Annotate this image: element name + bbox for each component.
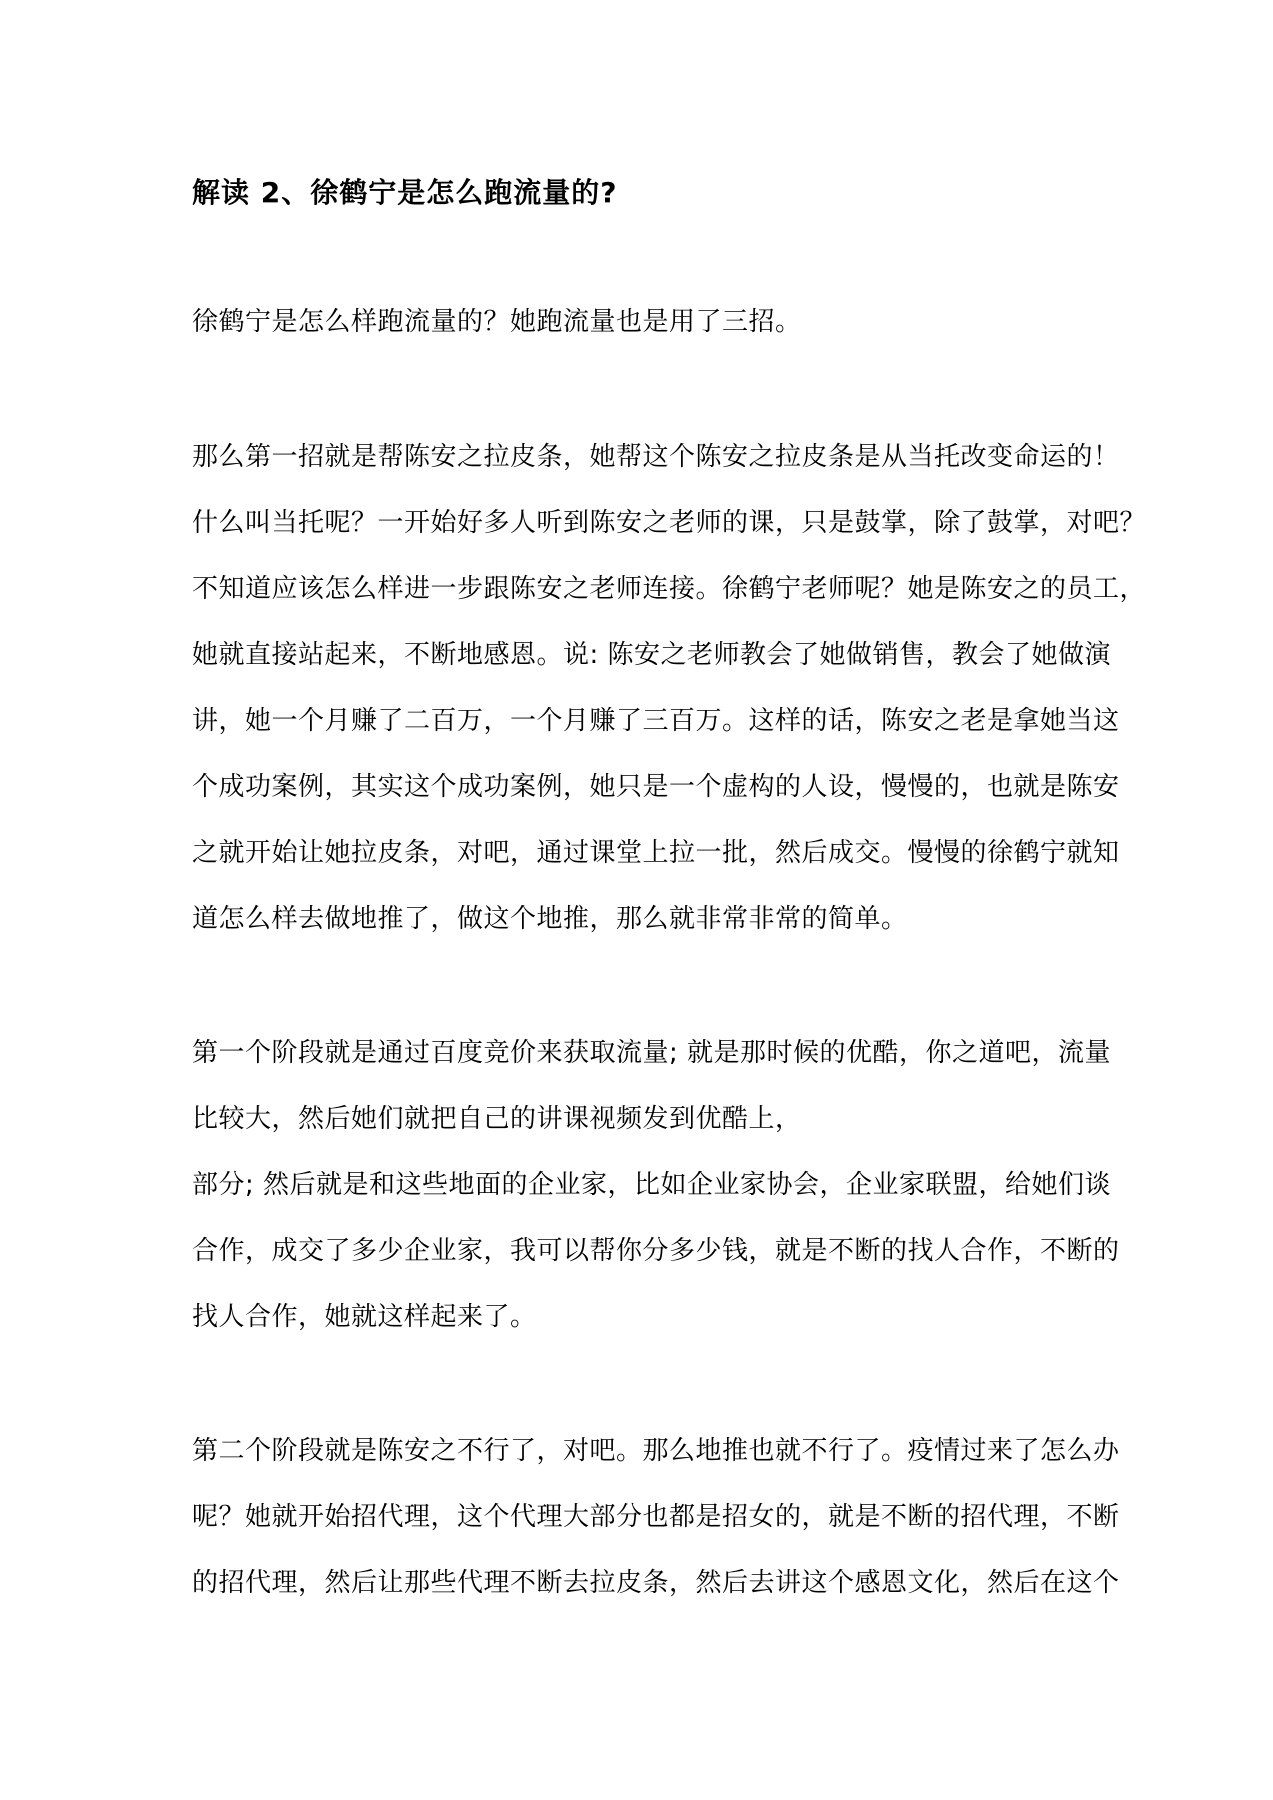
- paragraph-3-line-1: 第一个阶段就是通过百度竞价来获取流量; 就是那时候的优酷，你之道吧，流量: [192, 1038, 1112, 1068]
- paragraph-1-line-1: 徐鹤宁是怎么样跑流量的？她跑流量也是用了三招。: [192, 307, 802, 337]
- paragraph-2-line-8: 道怎么样去做地推了，做这个地推，那么就非常非常的简单。: [192, 904, 908, 934]
- paragraph-2-line-7: 之就开始让她拉皮条，对吧，通过课堂上拉一批，然后成交。慢慢的徐鹤宁就知: [192, 838, 1120, 868]
- paragraph-2-line-2: 什么叫当托呢？一开始好多人听到陈安之老师的课，只是鼓掌，除了鼓掌，对吧？: [192, 508, 1147, 538]
- paragraph-2-line-3: 不知道应该怎么样进一步跟陈安之老师连接。徐鹤宁老师呢？她是陈安之的员工，: [192, 574, 1147, 604]
- paragraph-4-line-1: 第二个阶段就是陈安之不行了，对吧。那么地推也就不行了。疫情过来了怎么办: [192, 1436, 1120, 1466]
- paragraph-2-line-4: 她就直接站起来，不断地感恩。说: 陈安之老师教会了她做销售，教会了她做演: [192, 640, 1112, 670]
- paragraph-3-line-3: 部分; 然后就是和这些地面的企业家，比如企业家协会，企业家联盟，给她们谈: [192, 1170, 1112, 1200]
- paragraph-4-line-2: 呢？她就开始招代理，这个代理大部分也都是招女的，就是不断的招代理，不断: [192, 1502, 1120, 1532]
- paragraph-2-line-6: 个成功案例，其实这个成功案例，她只是一个虚构的人设，慢慢的，也就是陈安: [192, 772, 1120, 802]
- paragraph-4-line-3: 的招代理，然后让那些代理不断去拉皮条，然后去讲这个感恩文化，然后在这个: [192, 1568, 1120, 1598]
- paragraph-3-line-5: 找人合作，她就这样起来了。: [192, 1302, 537, 1332]
- paragraph-2-line-5: 讲，她一个月赚了二百万，一个月赚了三百万。这样的话，陈安之老是拿她当这: [192, 706, 1120, 736]
- paragraph-3-line-2: 比较大，然后她们就把自己的讲课视频发到优酷上，: [192, 1104, 802, 1134]
- paragraph-3-line-4: 合作，成交了多少企业家，我可以帮你分多少钱，就是不断的找人合作，不断的: [192, 1236, 1120, 1266]
- paragraph-2-line-1: 那么第一招就是帮陈安之拉皮条，她帮这个陈安之拉皮条是从当托改变命运的！: [192, 442, 1120, 472]
- section-heading: 解读 2、徐鹤宁是怎么跑流量的?: [192, 176, 618, 209]
